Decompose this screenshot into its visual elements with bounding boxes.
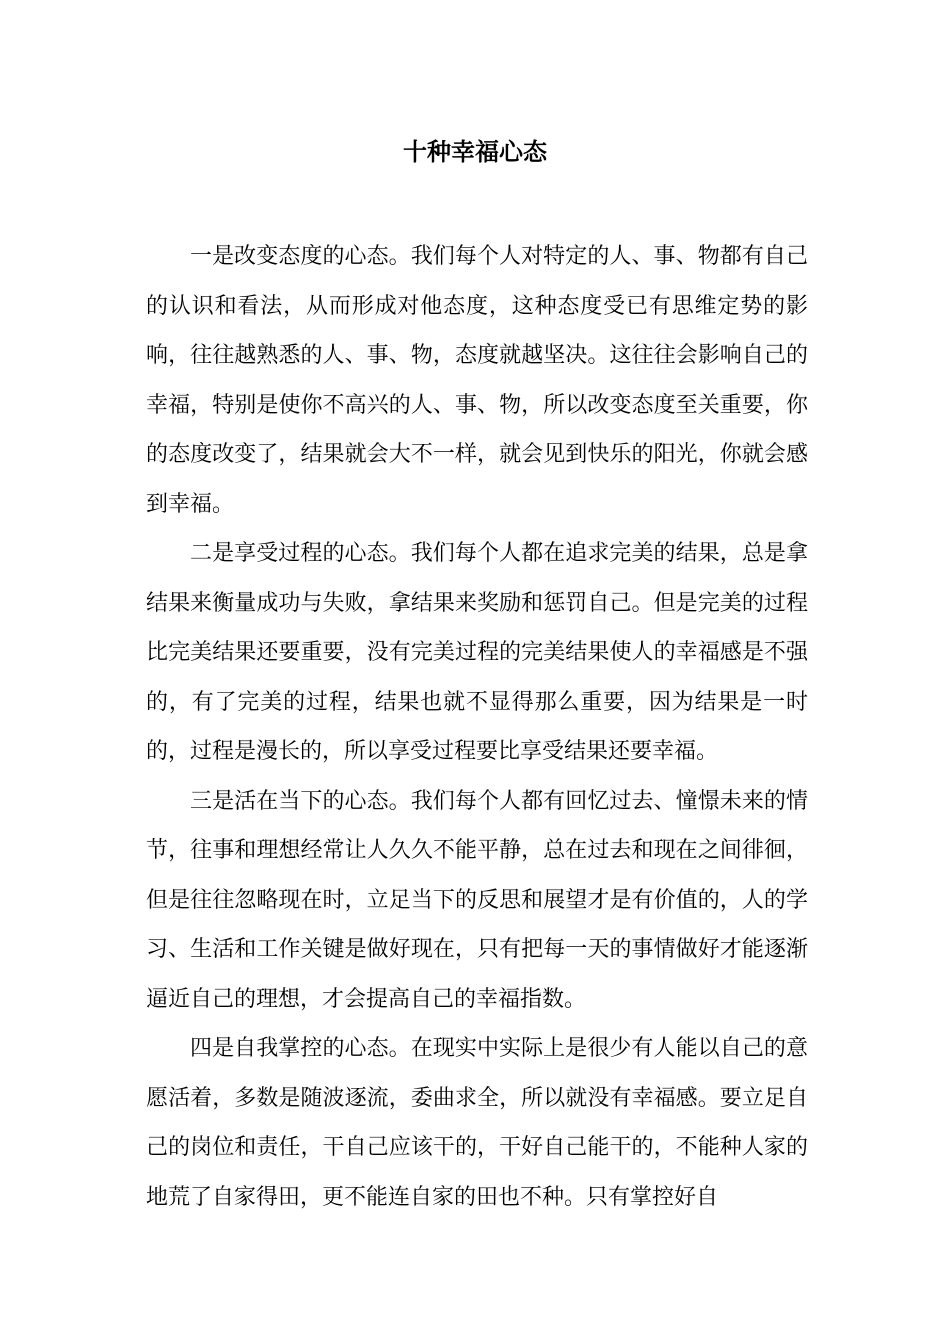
document-title: 十种幸福心态: [403, 137, 547, 166]
paragraph-4: 四是自我掌控的心态。在现实中实际上是很少有人能以自己的意愿活着，多数是随波逐流，委曲求全，所以就没有幸福感。要立足自己的岗位和责任，干自己应该干的，干好自己能干的，不能种人家的地荒了自家得田，更不能连自家的田也不种。只有掌控好自: [146, 1036, 808, 1210]
paragraph-1: 一是改变态度的心态。我们每个人对特定的人、事、物都有自己的认识和看法，从而形成对他态度，这种态度受已有思维定势的影响，往往越熟悉的人、事、物，态度就越坚决。这往往会影响自己的幸福，特别是使你不高兴的人、事、物，所以改变态度至关重要，你的态度改变了，结果就会大不一样，就会见到快乐的阳光，你就会感到幸福。: [146, 244, 808, 517]
document-body: [146, 232, 808, 1222]
paragraph-3: 三是活在当下的心态。我们每个人都有回忆过去、憧憬未来的情节，往事和理想经常让人久久不能平静，总在过去和现在之间徘徊，但是往往忽略现在时，立足当下的反思和展望才是有价值的，人的学习、生活和工作关键是做好现在，只有把每一天的事情做好才能逐渐逼近自己的理想，才会提高自己的幸福指数。: [146, 788, 808, 1012]
paragraph-2: 二是享受过程的心态。我们每个人都在追求完美的结果，总是拿结果来衡量成功与失败，拿结果来奖励和惩罚自己。但是完美的过程比完美结果还要重要，没有完美过程的完美结果使人的幸福感是不强的，有了完美的过程，结果也就不显得那么重要，因为结果是一时的，过程是漫长的，所以享受过程要比享受结果还要幸福。: [146, 541, 808, 764]
